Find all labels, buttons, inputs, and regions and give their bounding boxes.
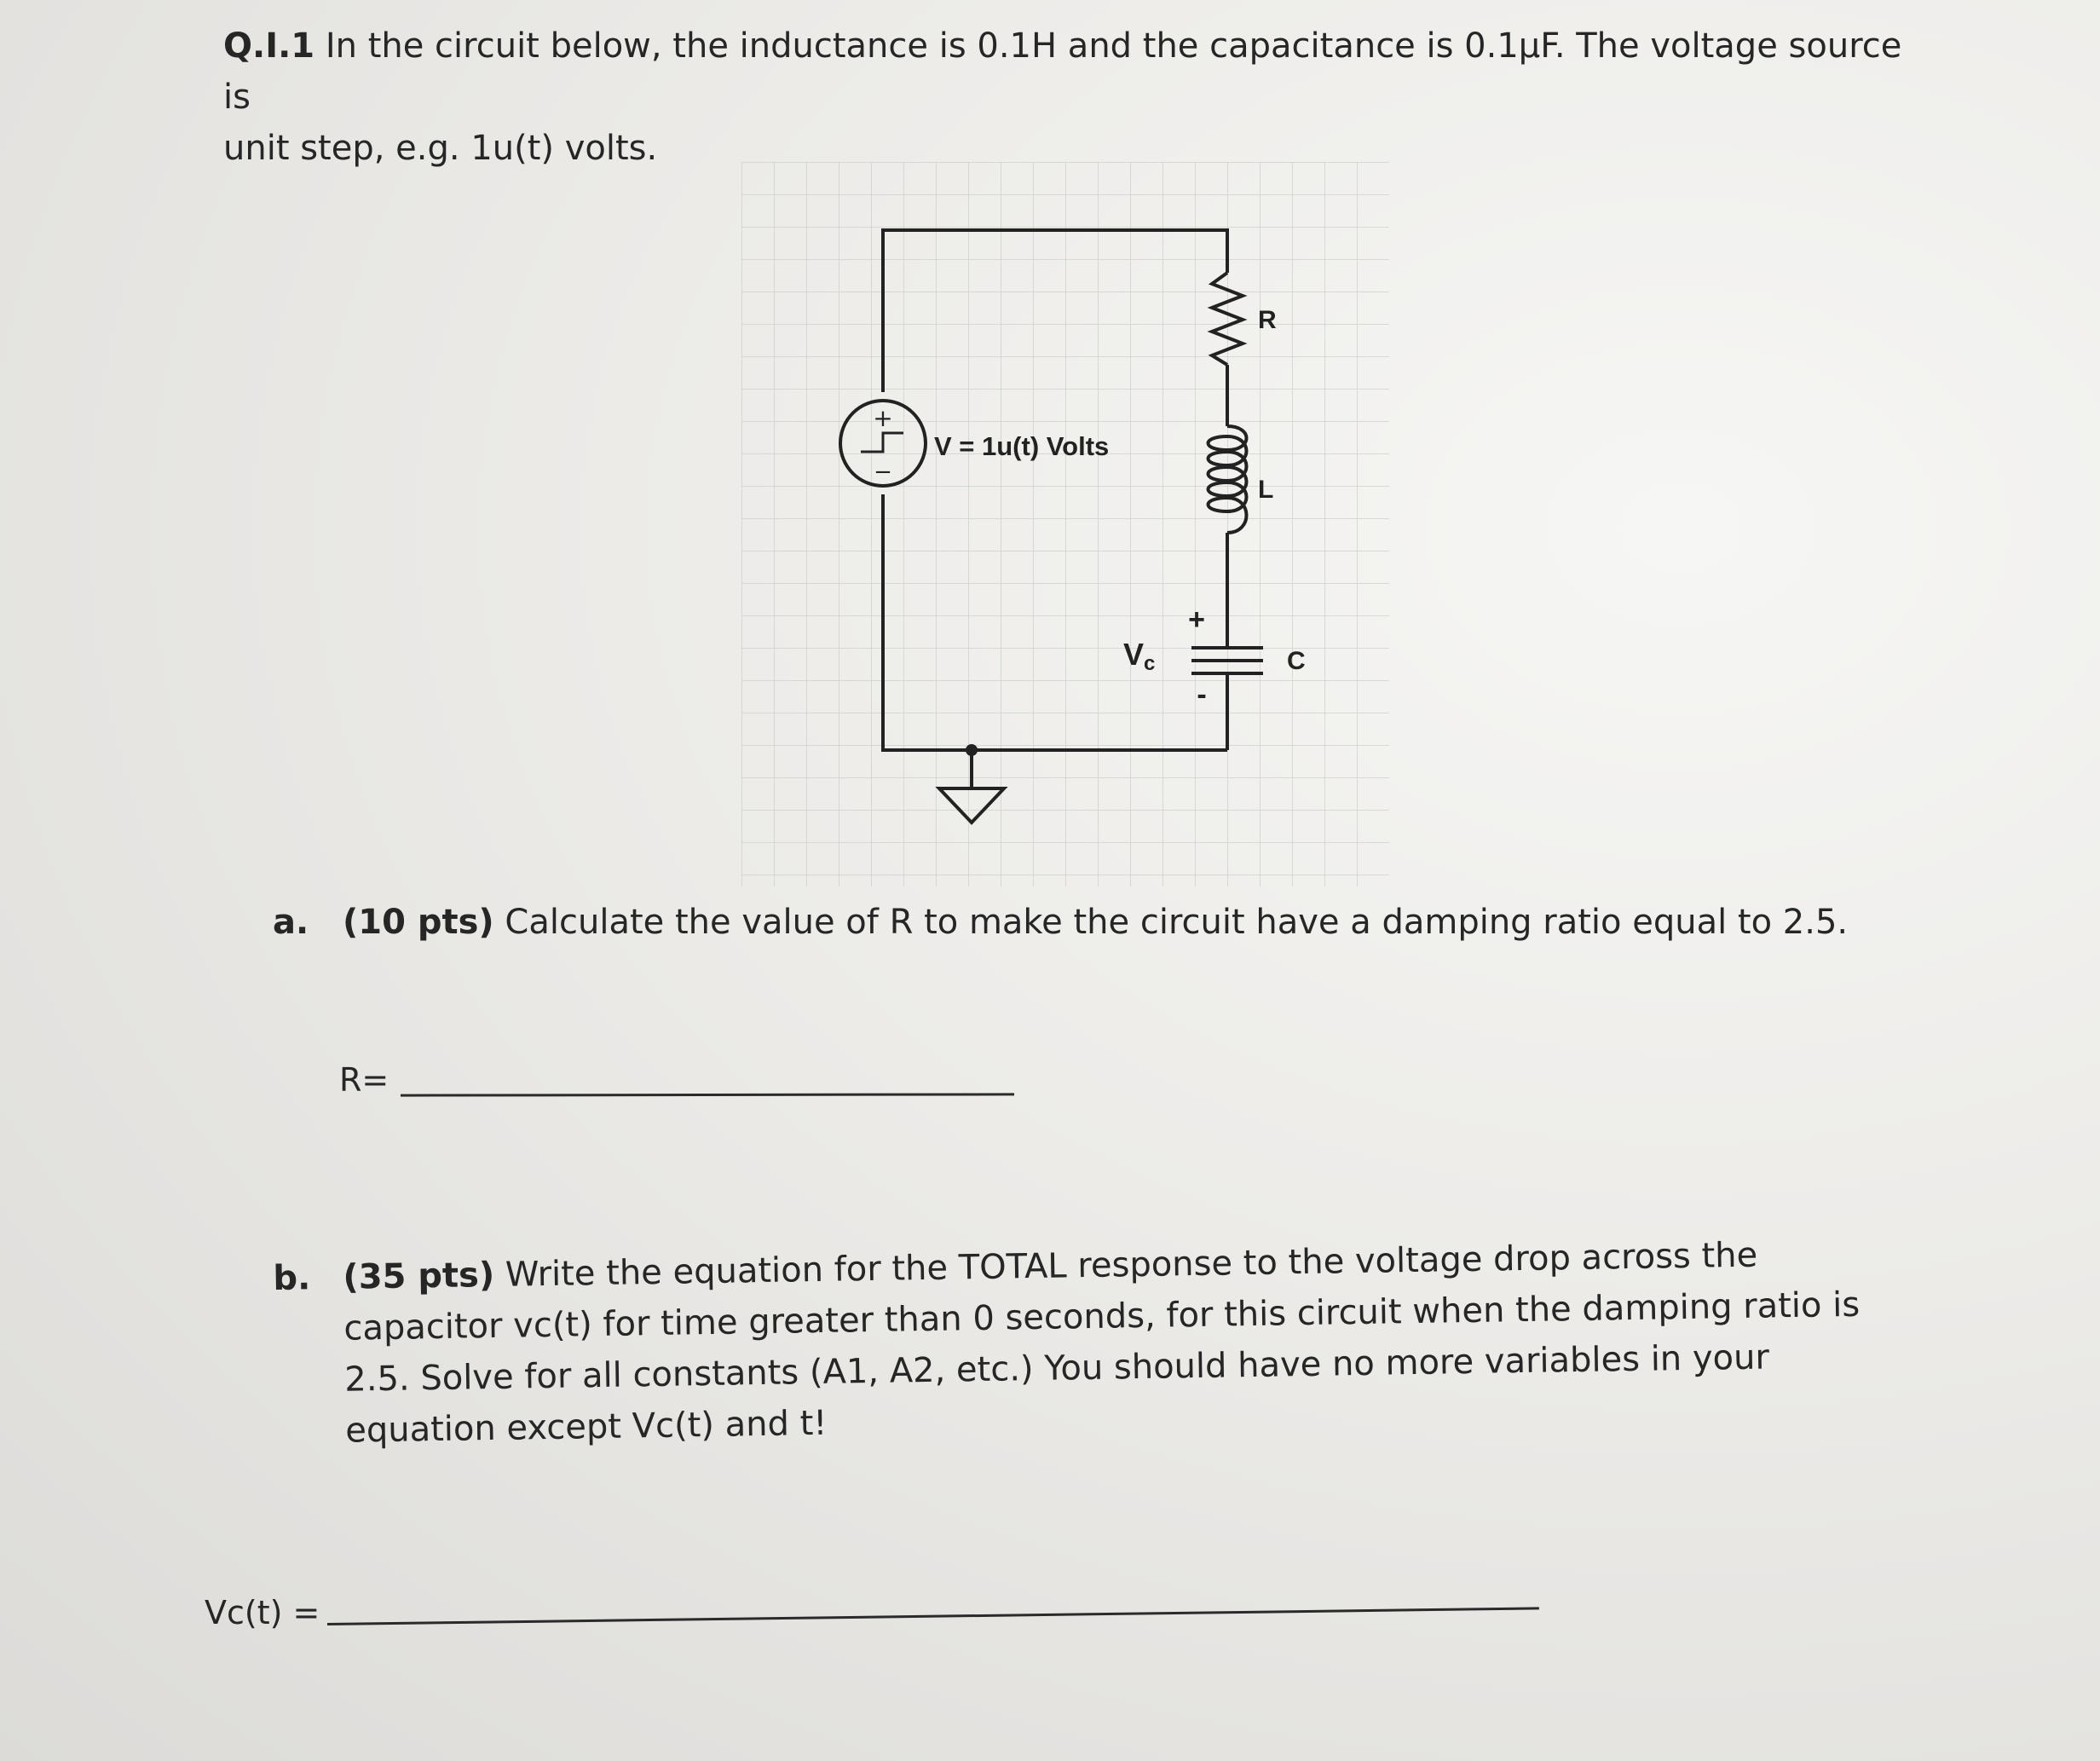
resistor-label: R bbox=[1258, 306, 1277, 334]
part-b-letter: b. bbox=[273, 1258, 311, 1298]
part-b-text: Write the equation for the TOTAL response to the voltage drop across the capacitor vc(t) for time greater than 0 seconds, for this circuit when the damping ratio is 2.5. Solve for all constants (A1, A2, etc.) You should have no more variables in your equation except Vc(t) and t! bbox=[343, 1235, 1861, 1451]
part-a-letter: a. bbox=[273, 903, 309, 942]
source-minus-sign: − bbox=[874, 459, 892, 485]
inductor-label: L bbox=[1258, 476, 1274, 504]
vc-answer-line[interactable] bbox=[327, 1607, 1539, 1625]
source-label: V = 1u(t) Volts bbox=[934, 431, 1110, 461]
part-a bbox=[273, 897, 1892, 948]
part-a-points: (10 pts) bbox=[343, 903, 494, 942]
circuit-diagram bbox=[741, 162, 1398, 895]
r-answer-line[interactable] bbox=[401, 1093, 1014, 1096]
vc-answer-label: Vc(t) = bbox=[205, 1594, 320, 1631]
intro-line-2: unit step, e.g. 1u(t) volts. bbox=[223, 129, 658, 168]
grid-background bbox=[741, 162, 1389, 886]
part-b-body bbox=[343, 1227, 1921, 1457]
r-answer-label: R= bbox=[339, 1061, 389, 1099]
part-b-points: (35 pts) bbox=[343, 1255, 495, 1297]
part-a-text: Calculate the value of R to make the circuit have a damping ratio equal to 2.5. bbox=[493, 903, 1849, 942]
vc-label-main: V bbox=[1123, 637, 1145, 672]
vc-label-sub: c bbox=[1144, 652, 1156, 675]
source-plus-sign: + bbox=[873, 404, 893, 432]
capacitor-plus-sign: + bbox=[1188, 603, 1205, 636]
intro-line-1: In the circuit below, the inductance is 0.1H and the capacitance is 0.1µF. The voltage source is bbox=[223, 26, 1902, 117]
part-b bbox=[273, 1227, 1921, 1458]
question-intro bbox=[223, 20, 1911, 174]
capacitor-label: C bbox=[1287, 647, 1306, 675]
ground-node bbox=[966, 744, 978, 756]
capacitor-minus-sign: - bbox=[1197, 678, 1207, 711]
question-number: Q.I.1 bbox=[223, 26, 315, 66]
